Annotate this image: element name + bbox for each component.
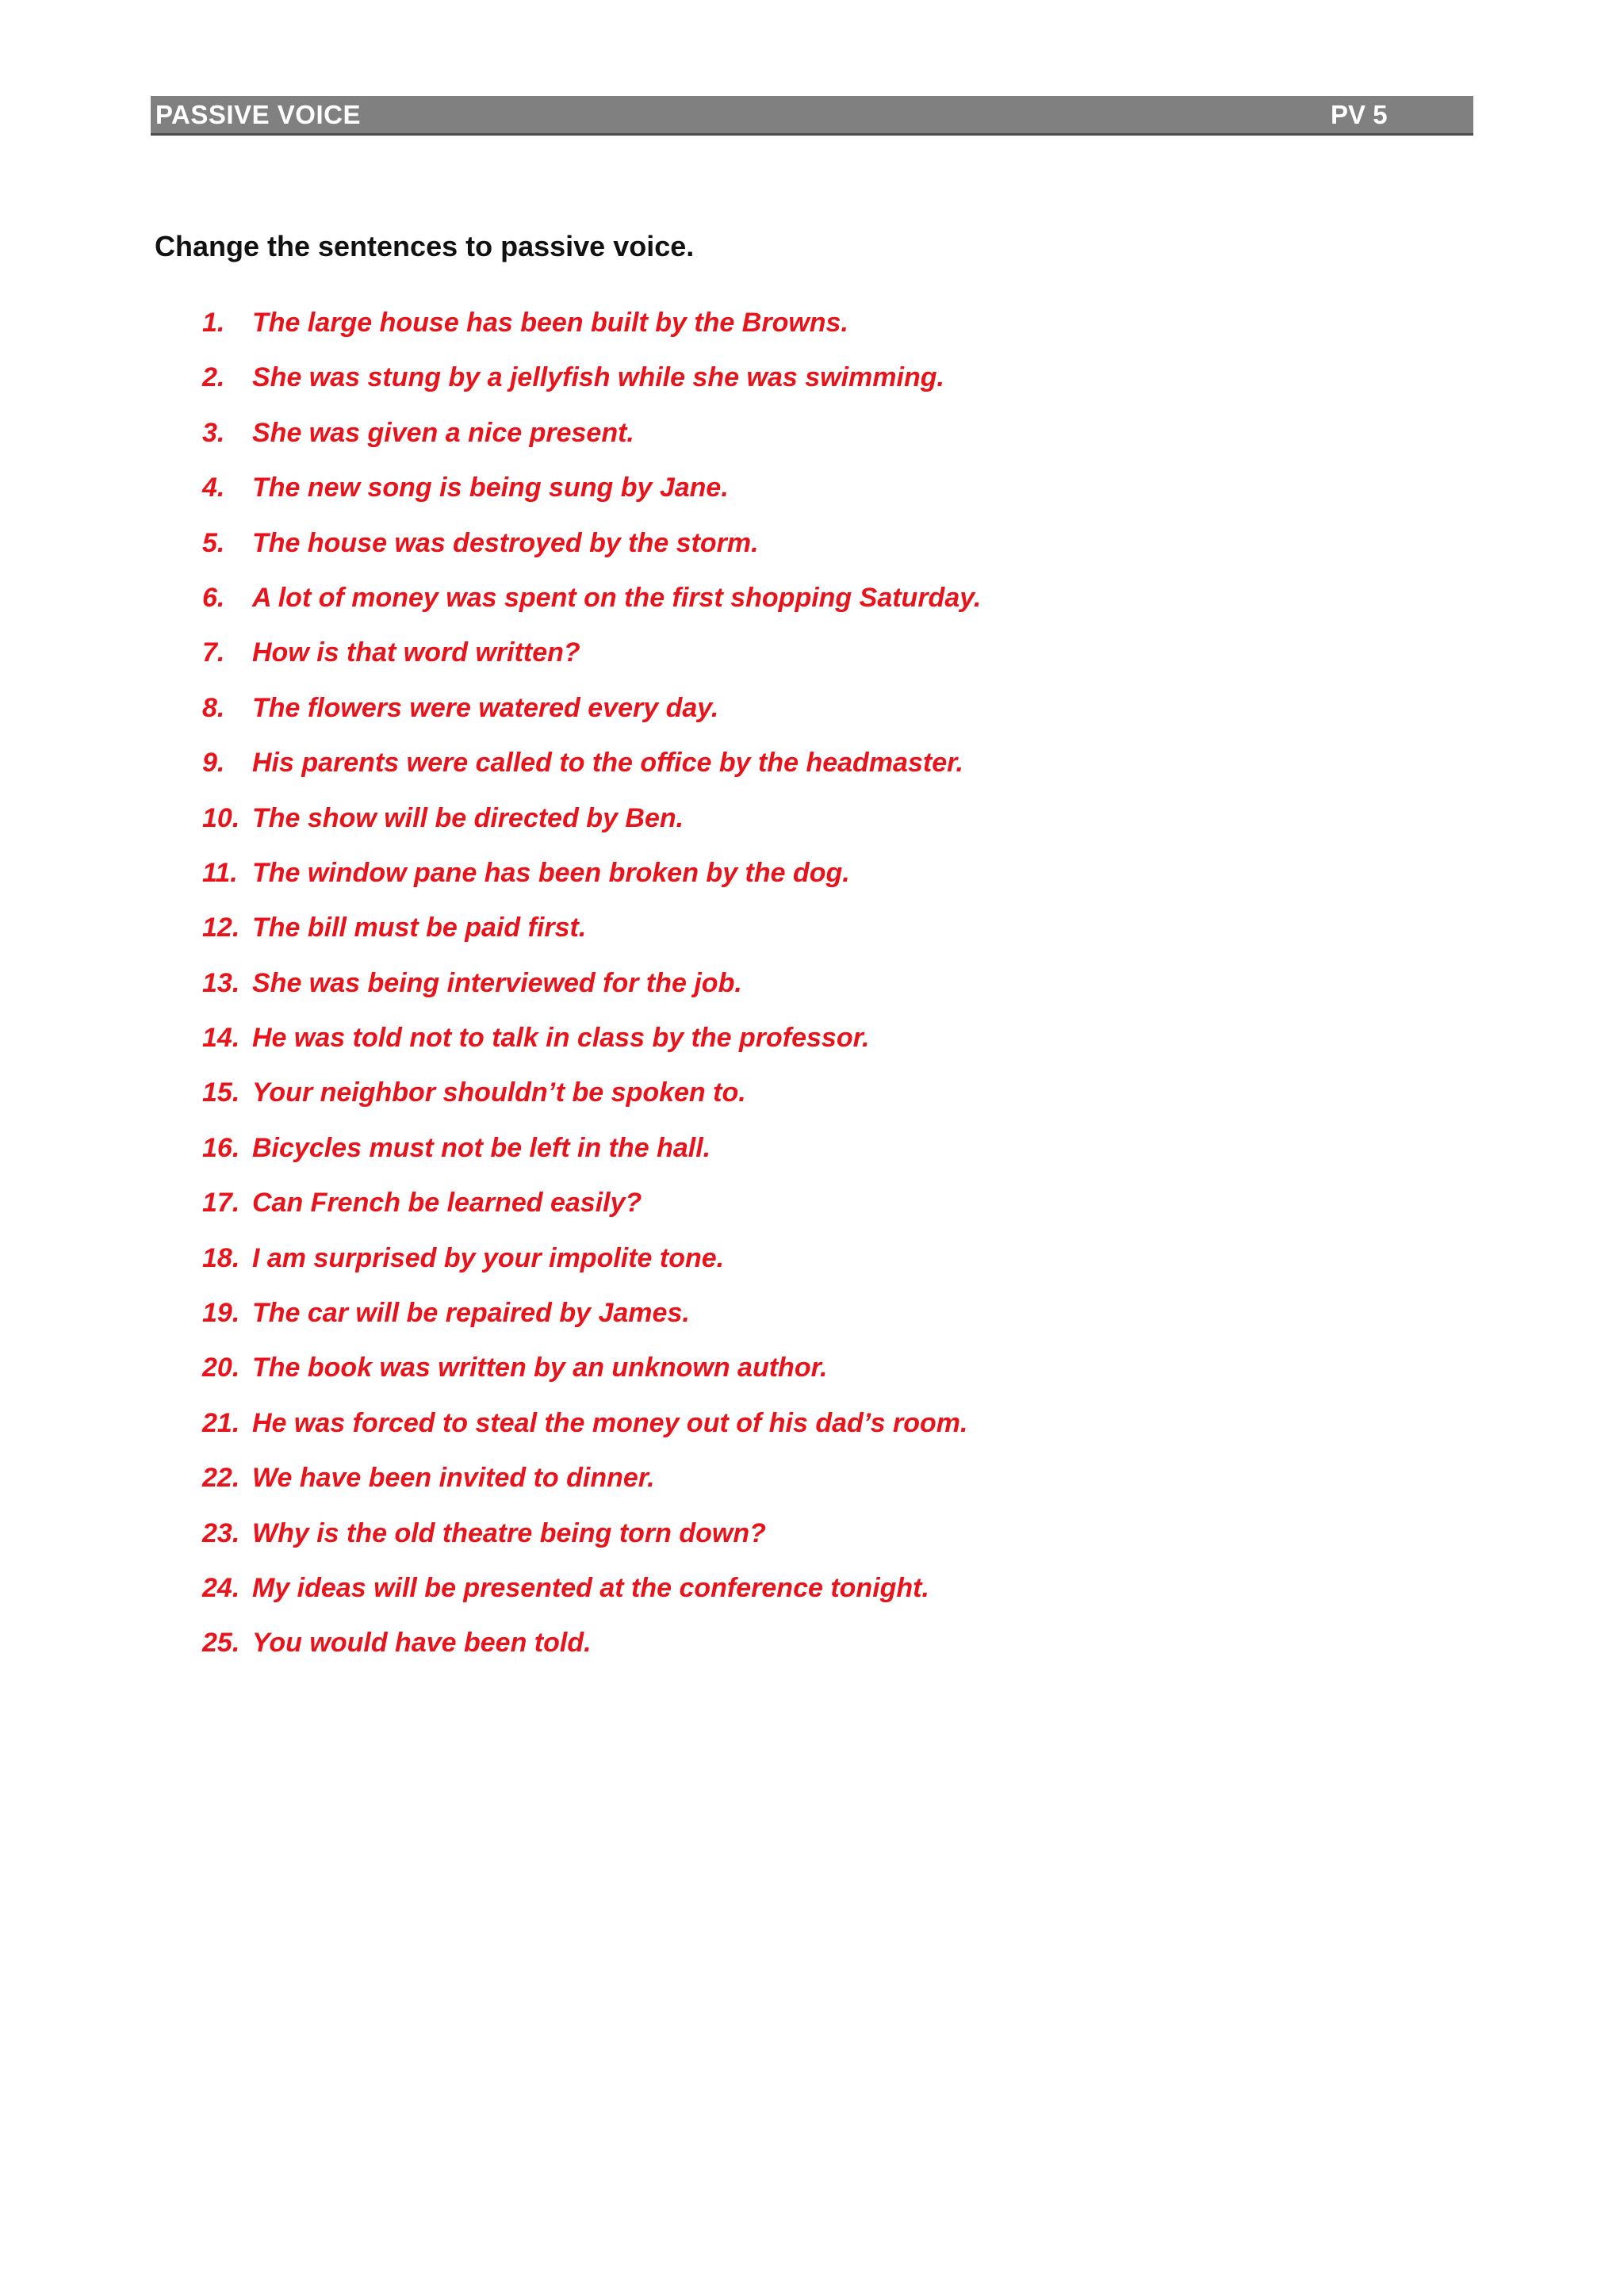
list-item-text: The flowers were watered every day. [252, 692, 719, 723]
list-item-number: 18. [202, 1242, 240, 1273]
list-item-number: 22. [202, 1463, 240, 1494]
list-item-number: 2. [202, 362, 225, 393]
list-item [202, 305, 981, 360]
list-item [202, 1406, 981, 1460]
list-item-number: 10. [202, 802, 240, 833]
list-item [202, 966, 981, 1020]
instruction-heading: Change the sentences to passive voice. [155, 230, 695, 262]
list-item-text: Your neighbor shouldn’t be spoken to. [252, 1077, 746, 1108]
list-item-number: 16. [202, 1132, 240, 1163]
list-item [202, 360, 981, 415]
answer-list [202, 305, 981, 1681]
list-item-text: How is that word written? [252, 637, 580, 668]
list-item [202, 801, 981, 855]
list-item-text: The car will be repaired by James. [252, 1298, 690, 1329]
list-item-number: 11. [202, 857, 238, 888]
list-item-number: 12. [202, 913, 240, 943]
list-item-text: She was being interviewed for the job. [252, 967, 742, 998]
list-item-number: 14. [202, 1023, 240, 1054]
list-item [202, 1350, 981, 1405]
list-item [202, 1460, 981, 1515]
list-item-text: He was forced to steal the money out of his dad’s room. [252, 1407, 968, 1438]
list-item [202, 1295, 981, 1350]
list-item-number: 1. [202, 308, 225, 338]
list-item-number: 6. [202, 582, 225, 613]
list-item [202, 691, 981, 745]
list-item-text: The new song is being sung by Jane. [252, 473, 729, 503]
list-item-text: I am surprised by your impolite tone. [252, 1242, 725, 1273]
list-item-text: The large house has been built by the Browns. [252, 308, 848, 338]
worksheet-code: PV 5 [1331, 100, 1388, 129]
list-item-text: We have been invited to dinner. [252, 1463, 655, 1494]
list-item [202, 635, 981, 690]
list-item [202, 855, 981, 910]
list-item-text: Why is the old theatre being torn down? [252, 1517, 766, 1548]
list-item-number: 19. [202, 1298, 240, 1329]
list-item-text: Can French be learned easily? [252, 1188, 642, 1219]
list-item-text: The book was written by an unknown author. [252, 1353, 828, 1383]
list-item-number: 15. [202, 1077, 240, 1108]
list-item [202, 526, 981, 580]
list-item-text: The bill must be paid first. [252, 913, 587, 943]
list-item-number: 23. [202, 1517, 240, 1548]
list-item [202, 580, 981, 635]
list-item [202, 1516, 981, 1571]
list-item-text: She was given a nice present. [252, 417, 634, 448]
list-item-text: His parents were called to the office by the headmaster. [252, 748, 963, 779]
list-item-number: 13. [202, 967, 240, 998]
list-item [202, 415, 981, 470]
list-item-number: 24. [202, 1572, 240, 1603]
list-item-text: The window pane has been broken by the dog. [252, 857, 850, 888]
list-item [202, 1625, 981, 1680]
list-item-text: You would have been told. [252, 1628, 592, 1659]
list-item-number: 25. [202, 1628, 240, 1659]
list-item [202, 1571, 981, 1625]
list-item-number: 17. [202, 1188, 240, 1219]
list-item-text: My ideas will be presented at the conference tonight. [252, 1572, 929, 1603]
list-item-number: 3. [202, 417, 225, 448]
list-item-text: The house was destroyed by the storm. [252, 527, 759, 558]
list-item [202, 910, 981, 965]
list-item-text: Bicycles must not be left in the hall. [252, 1132, 711, 1163]
list-item-text: The show will be directed by Ben. [252, 802, 684, 833]
list-item-number: 4. [202, 473, 225, 503]
list-item-text: A lot of money was spent on the first shopping Saturday. [252, 582, 982, 613]
list-item [202, 1185, 981, 1240]
list-item-number: 9. [202, 748, 225, 779]
list-item-number: 8. [202, 692, 225, 723]
list-item [202, 1131, 981, 1185]
header-bar [151, 96, 1473, 136]
list-item-text: He was told not to talk in class by the professor. [252, 1023, 870, 1054]
list-item [202, 1020, 981, 1075]
list-item-number: 21. [202, 1407, 240, 1438]
list-item-number: 5. [202, 527, 225, 558]
list-item [202, 1241, 981, 1295]
list-item [202, 1075, 981, 1130]
list-item-text: She was stung by a jellyfish while she was swimming. [252, 362, 944, 393]
list-item [202, 470, 981, 525]
list-item [202, 745, 981, 800]
worksheet-title: PASSIVE VOICE [155, 100, 361, 129]
list-item-number: 20. [202, 1353, 240, 1383]
list-item-number: 7. [202, 637, 225, 668]
